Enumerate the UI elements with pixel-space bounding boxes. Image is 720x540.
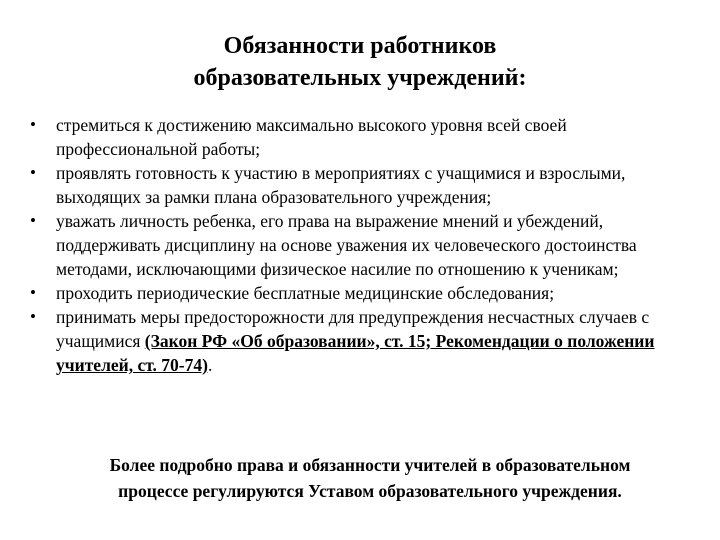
footer-note <box>40 452 700 504</box>
bullet-icon: • <box>30 163 36 182</box>
list-item-text: проявлять готовность к участию в мероприятиях с учащимися и взрослыми, выходящих за рамки плана образовательного учреждения; <box>56 163 626 207</box>
bullet-icon: • <box>30 115 36 134</box>
list-item <box>30 161 700 209</box>
page-title <box>0 30 720 94</box>
title-line-2: образовательных учреждений: <box>193 65 527 91</box>
law-reference-link[interactable]: (Закон РФ «Об образовании», ст. 15; Рекомендации о положении учителей, ст. 70-74) <box>56 331 655 375</box>
list-item <box>30 281 700 305</box>
bullet-icon: • <box>30 307 36 326</box>
list-item <box>30 305 700 377</box>
list-item-text: уважать личность ребенка, его права на выражение мнений и убеждений, поддерживать дисциплину на основе уважения их человеческого достоинства методами, исключающими физическое насилие по отношению к ученикам; <box>56 211 637 279</box>
list-item-text: принимать меры предосторожности для предупреждения несчастных случаев с учащимися <box>56 307 650 351</box>
title-line-1: Обязанности работников <box>223 33 497 59</box>
list-item <box>30 113 700 161</box>
bullet-icon: • <box>30 283 36 302</box>
bullet-icon: • <box>30 211 36 230</box>
list-item-text: стремиться к достижению максимально высокого уровня всей своей профессиональной работы; <box>56 115 567 159</box>
list-item-text-end: . <box>207 355 213 375</box>
list-item <box>30 209 700 281</box>
footer-line-2: процессе регулируются Уставом образовательного учреждения. <box>118 481 622 501</box>
footer-line-1: Более подробно права и обязанности учителей в образовательном <box>109 455 631 475</box>
duties-list <box>30 113 700 377</box>
list-item-text: проходить периодические бесплатные медицинские обследования; <box>56 283 555 303</box>
